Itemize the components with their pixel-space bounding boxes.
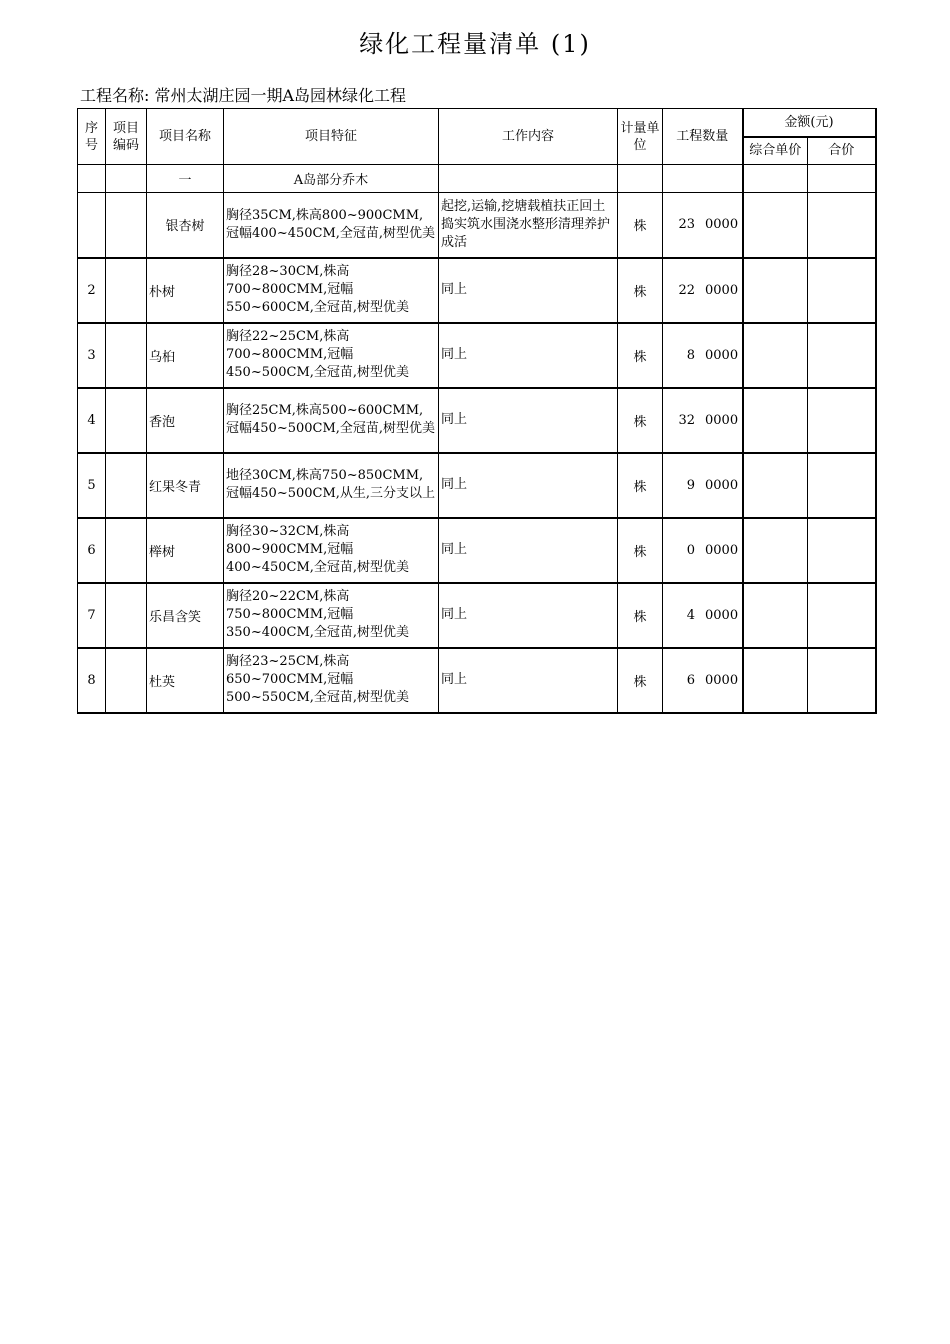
row-work: 同上 (439, 518, 618, 583)
row-unit: 株 (618, 453, 663, 518)
row-feature: 胸径30~32CM,株高800~900CMM,冠幅400~450CM,全冠苗,树型优美 (224, 518, 439, 583)
row-qty: 6 0000 (663, 648, 743, 713)
row-seq: 8 (78, 648, 106, 713)
row-unit-price (743, 388, 808, 453)
row-unit: 株 (618, 583, 663, 648)
row-unit: 株 (618, 518, 663, 583)
col-unit-price: 综合单价 (743, 137, 808, 165)
row-name: 红果冬青 (147, 453, 224, 518)
row-unit: 株 (618, 648, 663, 713)
row-unit-price (743, 583, 808, 648)
row-feature: 胸径25CM,株高500~600CMM,冠幅450~500CM,全冠苗,树型优美 (224, 388, 439, 453)
row-unit: 株 (618, 258, 663, 323)
row-qty: 22 0000 (663, 258, 743, 323)
row-feature: 胸径23~25CM,株高650~700CMM,冠幅500~550CM,全冠苗,树型优美 (224, 648, 439, 713)
row-name: 乌桕 (147, 323, 224, 388)
row-work: 同上 (439, 583, 618, 648)
row-seq: 4 (78, 388, 106, 453)
row-total (808, 323, 876, 388)
col-name: 项目名称 (147, 109, 224, 165)
table-row (78, 258, 876, 323)
section-name: A岛部分乔木 (224, 165, 439, 193)
row-work: 同上 (439, 323, 618, 388)
col-seq: 序号 (78, 109, 106, 165)
row-feature: 胸径20~22CM,株高750~800CMM,冠幅350~400CM,全冠苗,树型优美 (224, 583, 439, 648)
row-qty: 9 0000 (663, 453, 743, 518)
row-total (808, 258, 876, 323)
section-row (78, 165, 876, 193)
project-name: 工程名称: 常州太湖庄园一期A岛园林绿化工程 (80, 86, 407, 105)
row-unit: 株 (618, 323, 663, 388)
row-total (808, 453, 876, 518)
row-qty: 32 0000 (663, 388, 743, 453)
row-seq: 3 (78, 323, 106, 388)
row-unit: 株 (618, 193, 663, 258)
col-work: 工作内容 (439, 109, 618, 165)
table-row (78, 648, 876, 713)
row-seq (78, 193, 106, 258)
row-unit-price (743, 518, 808, 583)
col-unit: 计量单位 (618, 109, 663, 165)
row-unit-price (743, 453, 808, 518)
col-feature: 项目特征 (224, 109, 439, 165)
row-unit-price (743, 193, 808, 258)
row-seq: 6 (78, 518, 106, 583)
row-qty: 4 0000 (663, 583, 743, 648)
row-name: 乐昌含笑 (147, 583, 224, 648)
table-row (78, 388, 876, 453)
row-unit-price (743, 258, 808, 323)
row-work: 起挖,运输,挖塘载植扶正回土捣实筑水围浇水整形清理养护成活 (439, 193, 618, 258)
col-code: 项目编码 (106, 109, 147, 165)
row-feature: 胸径28~30CM,株高700~800CMM,冠幅550~600CM,全冠苗,树型优美 (224, 258, 439, 323)
row-name: 银杏树 (147, 193, 224, 258)
row-unit-price (743, 648, 808, 713)
section-no: 一 (147, 165, 224, 193)
row-total (808, 193, 876, 258)
bill-table (77, 108, 877, 714)
row-work: 同上 (439, 388, 618, 453)
row-work: 同上 (439, 648, 618, 713)
row-name: 杜英 (147, 648, 224, 713)
row-qty: 0 0000 (663, 518, 743, 583)
row-name: 香泡 (147, 388, 224, 453)
col-qty: 工程数量 (663, 109, 743, 165)
col-amount: 金额(元) (743, 109, 876, 137)
row-total (808, 518, 876, 583)
row-feature: 胸径22~25CM,株高700~800CMM,冠幅450~500CM,全冠苗,树型优美 (224, 323, 439, 388)
row-total (808, 648, 876, 713)
row-name: 榉树 (147, 518, 224, 583)
table-row (78, 583, 876, 648)
row-feature: 地径30CM,株高750~850CMM,冠幅450~500CM,从生,三分支以上 (224, 453, 439, 518)
table-row (78, 518, 876, 583)
header-row (78, 109, 876, 137)
col-total: 合价 (808, 137, 876, 165)
row-seq: 7 (78, 583, 106, 648)
row-unit: 株 (618, 388, 663, 453)
row-total (808, 388, 876, 453)
row-seq: 2 (78, 258, 106, 323)
row-total (808, 583, 876, 648)
row-feature: 胸径35CM,株高800~900CMM,冠幅400~450CM,全冠苗,树型优美 (224, 193, 439, 258)
row-unit-price (743, 323, 808, 388)
row-work: 同上 (439, 453, 618, 518)
table-row (78, 453, 876, 518)
table-row (78, 193, 876, 258)
row-seq: 5 (78, 453, 106, 518)
table-row (78, 323, 876, 388)
row-name: 朴树 (147, 258, 224, 323)
page-title: 绿化工程量清单 (1) (359, 30, 591, 58)
row-qty: 23 0000 (663, 193, 743, 258)
row-qty: 8 0000 (663, 323, 743, 388)
row-work: 同上 (439, 258, 618, 323)
